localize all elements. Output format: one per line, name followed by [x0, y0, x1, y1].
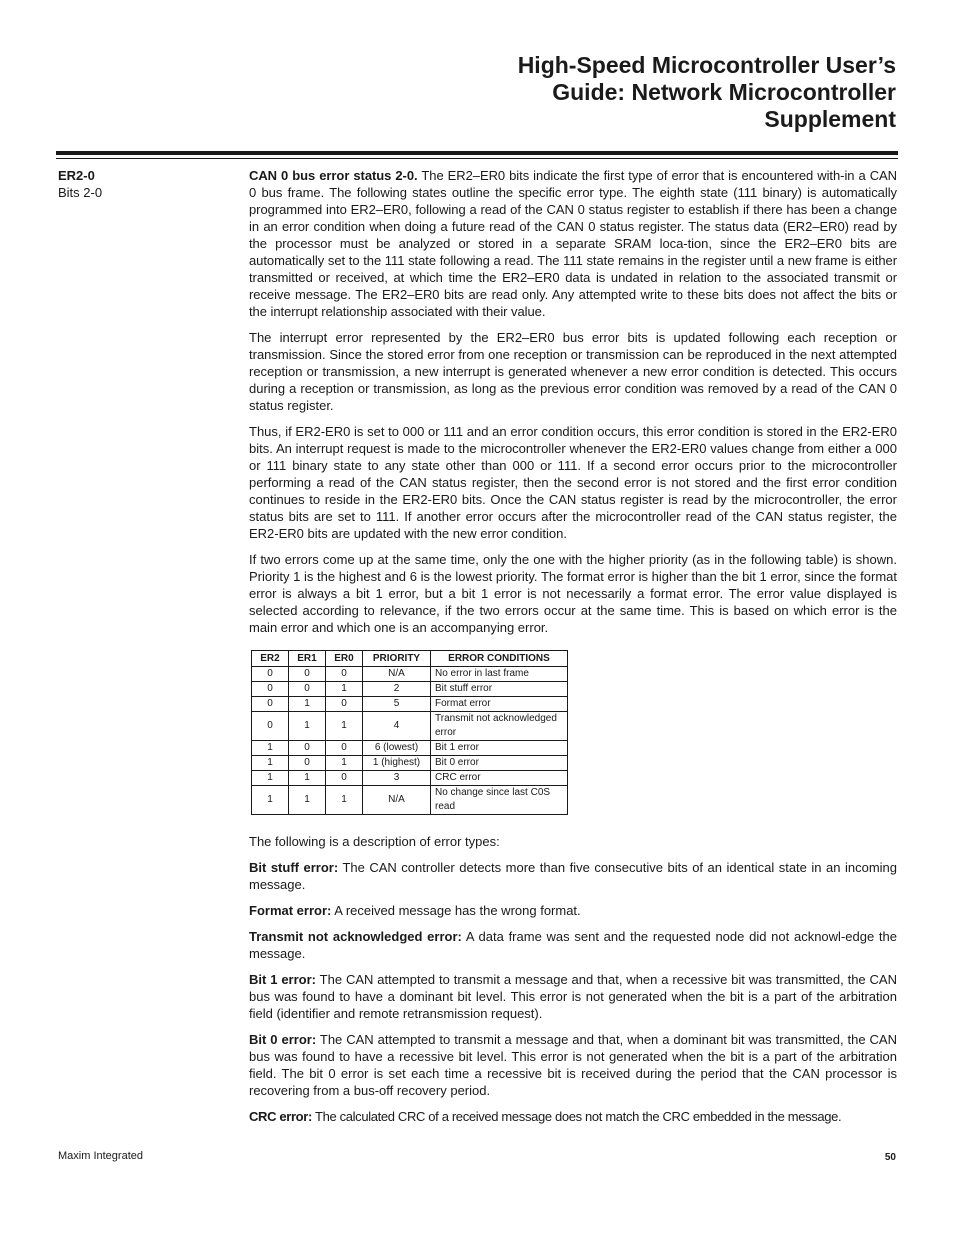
- table-row: [252, 756, 568, 771]
- intro-text: The ER2–ER0 bits indicate the first type of error that is encountered with-in a CAN 0 bus frame. The following states outline the specific error type. The eighth state (111 binary) is automatically programmed into ER2–ER0, following a read of the CAN 0 status register to establish if there has been a change in an error condition when doing a future read of the CAN 0 status register. The status data (ER2–ER0) read by the processor must be analyzed or stored in a separate SRAM loca-tion, since the ER2–ER0 bits are automatically set to the 111 state following a read. The 111 state remains in the register until a new frame is either transmitted or received, at which time the ER2–ER0 data is undated in relation to the associated transmit or receive message. The ER2–ER0 bits are read only. Any attempted write to these bits does not affect the bits or the interrupt relationship associated with their value.: [249, 168, 897, 319]
- header-error-conditions: ERROR CONDITIONS: [431, 651, 568, 667]
- definition-text: The CAN attempted to transmit a message and that, when a dominant bit was transmitted, the CAN bus was found to have a recessive bit level. This error is not generated when the bit is a part of the arbitration field. The bit 0 error is set each time a recessive bit is received during the period that the CAN processor is recovering from a bus-off recovery period.: [249, 1032, 897, 1098]
- page-number: 50: [884, 1152, 896, 1163]
- definition-text: A received message has the wrong format.: [331, 903, 581, 918]
- definition-transmit-not-ack: [249, 928, 897, 962]
- register-bits: Bits 2-0: [58, 185, 103, 200]
- cell-condition: Format error: [431, 697, 568, 712]
- cell-er0: 1: [326, 756, 363, 771]
- cell-er0: 0: [326, 741, 363, 756]
- cell-priority: 3: [363, 771, 431, 786]
- cell-er1: 0: [289, 667, 326, 682]
- cell-er0: 1: [326, 712, 363, 741]
- definition-text: The CAN attempted to transmit a message and that, when a recessive bit was transmitted, the CAN bus was found to have a dominant bit level. This error is not generated when the bit is a part of the arbitration field (identifier and remote retransmission request).: [249, 972, 897, 1021]
- cell-condition: CRC error: [431, 771, 568, 786]
- cell-er1: 0: [289, 741, 326, 756]
- cell-er2: 0: [252, 682, 289, 697]
- cell-er2: 1: [252, 786, 289, 815]
- cell-er2: 0: [252, 697, 289, 712]
- cell-condition: No change since last C0S read: [431, 786, 568, 815]
- definition-text: The calculated CRC of a received message does not match the CRC embedded in the message.: [311, 1109, 842, 1124]
- cell-er0: 0: [326, 771, 363, 786]
- cell-er1: 0: [289, 682, 326, 697]
- cell-condition: Bit stuff error: [431, 682, 568, 697]
- header-priority: PRIORITY: [363, 651, 431, 667]
- title-line-2: Guide: Network Microcontroller: [552, 79, 896, 105]
- definition-text: A data frame was sent and the requested node did not acknowl-edge the message.: [249, 929, 897, 961]
- header-er2: ER2: [252, 651, 289, 667]
- cell-er2: 0: [252, 712, 289, 741]
- main-content: [249, 167, 897, 1134]
- page-title: [336, 52, 896, 133]
- cell-er1: 0: [289, 756, 326, 771]
- title-line-3: Supplement: [764, 106, 896, 132]
- intro-heading: CAN 0 bus error status 2-0.: [249, 168, 418, 183]
- cell-er2: 1: [252, 771, 289, 786]
- definition-term: Transmit not acknowledged error:: [249, 929, 462, 944]
- cell-priority: N/A: [363, 786, 431, 815]
- cell-er0: 1: [326, 682, 363, 697]
- definition-term: Bit stuff error:: [249, 860, 339, 875]
- paragraph-3: Thus, if ER2-ER0 is set to 000 or 111 and an error condition occurs, this error condition is stored in the ER2-ER0 bits. An interrupt request is made to the microcontroller whenever the ER2-ER0 values change from either a 000 or 111 binary state to any state other than 000 or 111. If a second error occurs prior to the microcontroller performing a read of the CAN status register, then the second error is not stored and the first error condition continues to reside in the ER2-ER0 bits. Once the CAN status register is read by the microcontroller, the error status bits are set to 111. If another error occurs after the microcontroller read of the CAN status register, the ER2-ER0 bits are updated with the new error condition.: [249, 424, 897, 541]
- cell-er0: 0: [326, 667, 363, 682]
- table-row: [252, 771, 568, 786]
- register-name: ER2-0: [58, 168, 95, 183]
- table-row: [252, 786, 568, 815]
- definition-text: The CAN controller detects more than five consecutive bits of an identical state in an incoming message.: [249, 860, 897, 892]
- definition-term: Bit 0 error:: [249, 1032, 317, 1047]
- cell-priority: N/A: [363, 667, 431, 682]
- cell-er0: 0: [326, 697, 363, 712]
- title-line-1: High-Speed Microcontroller User’s: [517, 52, 896, 78]
- cell-priority: 5: [363, 697, 431, 712]
- register-sidebar: [58, 167, 102, 201]
- cell-priority: 2: [363, 682, 431, 697]
- error-status-table: [251, 650, 568, 815]
- cell-condition: Transmit not acknowledged error: [431, 712, 568, 741]
- table-header-row: [252, 651, 568, 667]
- header-rule-thick: [56, 151, 898, 155]
- table-row: [252, 741, 568, 756]
- cell-condition: Bit 0 error: [431, 756, 568, 771]
- header-rule-thin: [56, 158, 898, 159]
- cell-er1: 1: [289, 712, 326, 741]
- cell-priority: 4: [363, 712, 431, 741]
- cell-er2: 1: [252, 741, 289, 756]
- table-row: [252, 697, 568, 712]
- intro-paragraph: [249, 167, 897, 320]
- definition-term: CRC error:: [249, 1109, 312, 1124]
- cell-er2: 1: [252, 756, 289, 771]
- header-er1: ER1: [289, 651, 326, 667]
- cell-er1: 1: [289, 771, 326, 786]
- definition-format: [249, 902, 897, 919]
- description-intro: The following is a description of error types:: [249, 834, 500, 849]
- table-row: [252, 682, 568, 697]
- footer-company: Maxim Integrated: [58, 1150, 143, 1162]
- cell-condition: No error in last frame: [431, 667, 568, 682]
- cell-er0: 1: [326, 786, 363, 815]
- definition-bit-1: [249, 971, 897, 1022]
- definition-term: Bit 1 error:: [249, 972, 317, 987]
- cell-priority: 6 (lowest): [363, 741, 431, 756]
- table-row: [252, 712, 568, 741]
- cell-er2: 0: [252, 667, 289, 682]
- definition-bit-stuff: [249, 859, 897, 893]
- table-row: [252, 667, 568, 682]
- paragraph-4: If two errors come up at the same time, only the one with the higher priority (as in the following table) is shown. Priority 1 is the highest and 6 is the lowest priority. The format error is higher than the bit 1 error, since the format error is always a bit 1 error, but a bit 1 error is not necessarily a format error. The error value displayed is selected according to relevance, if the two errors occur at the same time. This is based on which error is the main error and which one is an accompanying error.: [249, 552, 897, 635]
- definition-crc: [249, 1108, 897, 1125]
- definition-term: Format error:: [249, 903, 332, 918]
- cell-er1: 1: [289, 697, 326, 712]
- definition-bit-0: [249, 1031, 897, 1099]
- cell-priority: 1 (highest): [363, 756, 431, 771]
- header-er0: ER0: [326, 651, 363, 667]
- cell-er1: 1: [289, 786, 326, 815]
- cell-condition: Bit 1 error: [431, 741, 568, 756]
- paragraph-2: The interrupt error represented by the ER2–ER0 bus error bits is updated following each reception or transmission. Since the stored error from one reception or transmission can be reproduced in the next attempted reception or transmission, a new interrupt is generated whenever a new error condition is detected. This occurs during a reception or transmission, as long as the previous error condition was removed by a read of the CAN 0 status register.: [249, 330, 897, 413]
